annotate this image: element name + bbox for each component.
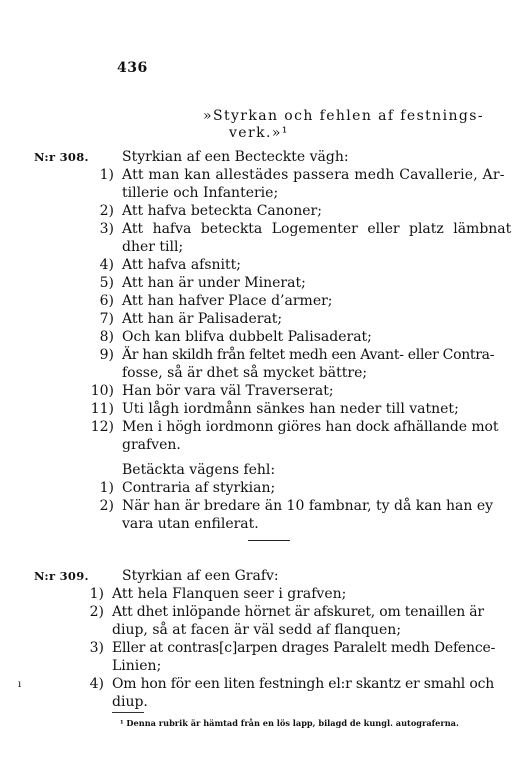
list-item-text: Att han är Palisaderat; [122, 311, 283, 327]
list-item-text: diup. [112, 694, 148, 710]
section-number: N:r 308. [34, 150, 89, 164]
list-item-number: 9) [99, 347, 114, 363]
list-item-number: 2) [89, 604, 104, 620]
list-item-text: vara utan enfilerat. [122, 516, 259, 532]
footnote-divider [112, 712, 144, 713]
list-item-text: Att hafva beteckta Canoner; [122, 203, 322, 219]
list-item-number: 2) [99, 498, 114, 514]
list-item-text: Att hafva beteckta Logementer eller platz lämbnat [122, 221, 512, 237]
list-item-text: Eller at contras[c]arpen drages Paralelt medh Defence- [112, 640, 496, 656]
list-item-text: Att man kan allestädes passera medh Cavallerie, Ar- [122, 167, 505, 183]
list-item-text: Att han är under Minerat; [122, 275, 306, 291]
section-number: N:r 309. [34, 569, 89, 583]
heading-line-1: »Styrkan och fehlen af festnings- [203, 108, 484, 124]
list-item-number: 1) [89, 586, 104, 602]
list-item-number: 4) [89, 676, 104, 692]
list-item-text: Att dhet inlöpande hörnet är afskuret, om tenaillen är [112, 604, 484, 620]
list-item-number: 3) [89, 640, 104, 656]
list-item-number: 10) [90, 383, 114, 399]
list-item-text: Att han hafver Place d’armer; [122, 293, 333, 309]
list-item-text: När han är bredare än 10 fambnar, ty då kan han ey [122, 498, 494, 514]
list-item-number: 12) [90, 419, 114, 435]
section-title: Styrkian af een Grafv: [122, 568, 279, 584]
list-item-text: diup, så at facen är väl sedd af flanquen; [112, 622, 402, 638]
footnote: ¹ Denna rubrik är hämtad från en lös lapp, bilagd de kungl. autograferna. [120, 718, 459, 728]
list-item-number: 11) [90, 401, 114, 417]
section-divider [248, 540, 290, 541]
heading-line-2: verk.»¹ [229, 125, 289, 141]
margin-mark: ı [18, 679, 22, 690]
list-item-text: Om hon för een liten festningh el:r skantz er smahl och [112, 676, 495, 692]
list-item-text: Han bör vara väl Traverserat; [122, 383, 334, 399]
list-item-text: Contraria af styrkian; [122, 480, 276, 496]
subsection-title: Betäckta vägens fehl: [122, 462, 276, 478]
list-item-number: 1) [99, 480, 114, 496]
list-item-number: 3) [99, 221, 114, 237]
section-title: Styrkian af een Becteckte vägh: [122, 149, 349, 165]
list-item-number: 7) [99, 311, 114, 327]
list-item-number: 6) [99, 293, 114, 309]
page-number: 436 [117, 60, 148, 76]
list-item-number: 1) [99, 167, 114, 183]
list-item-text: Att hela Flanquen seer i grafven; [112, 586, 347, 602]
list-item-number: 5) [99, 275, 114, 291]
list-item-text: tillerie och Infanterie; [122, 185, 279, 201]
list-item-text: dher till; [122, 239, 184, 255]
list-item-text: Men i högh iordmonn giöres han dock afhällande mot [122, 419, 499, 435]
list-item-text: Uti lågh iordmånn sänkes han neder till vatnet; [122, 401, 459, 417]
list-item-text: Att hafva afsnitt; [122, 257, 241, 273]
list-item-text: Linien; [112, 658, 162, 674]
list-item-text: fosse, så är dhet så mycket bättre; [122, 365, 368, 381]
list-item-number: 2) [99, 203, 114, 219]
list-item-number: 8) [99, 329, 114, 345]
list-item-text: grafven. [122, 437, 181, 453]
list-item-text: Och kan blifva dubbelt Palisaderat; [122, 329, 372, 345]
list-item-text: Är han skildh från feltet medh een Avant- eller Contra- [122, 347, 495, 363]
list-item-number: 4) [99, 257, 114, 273]
